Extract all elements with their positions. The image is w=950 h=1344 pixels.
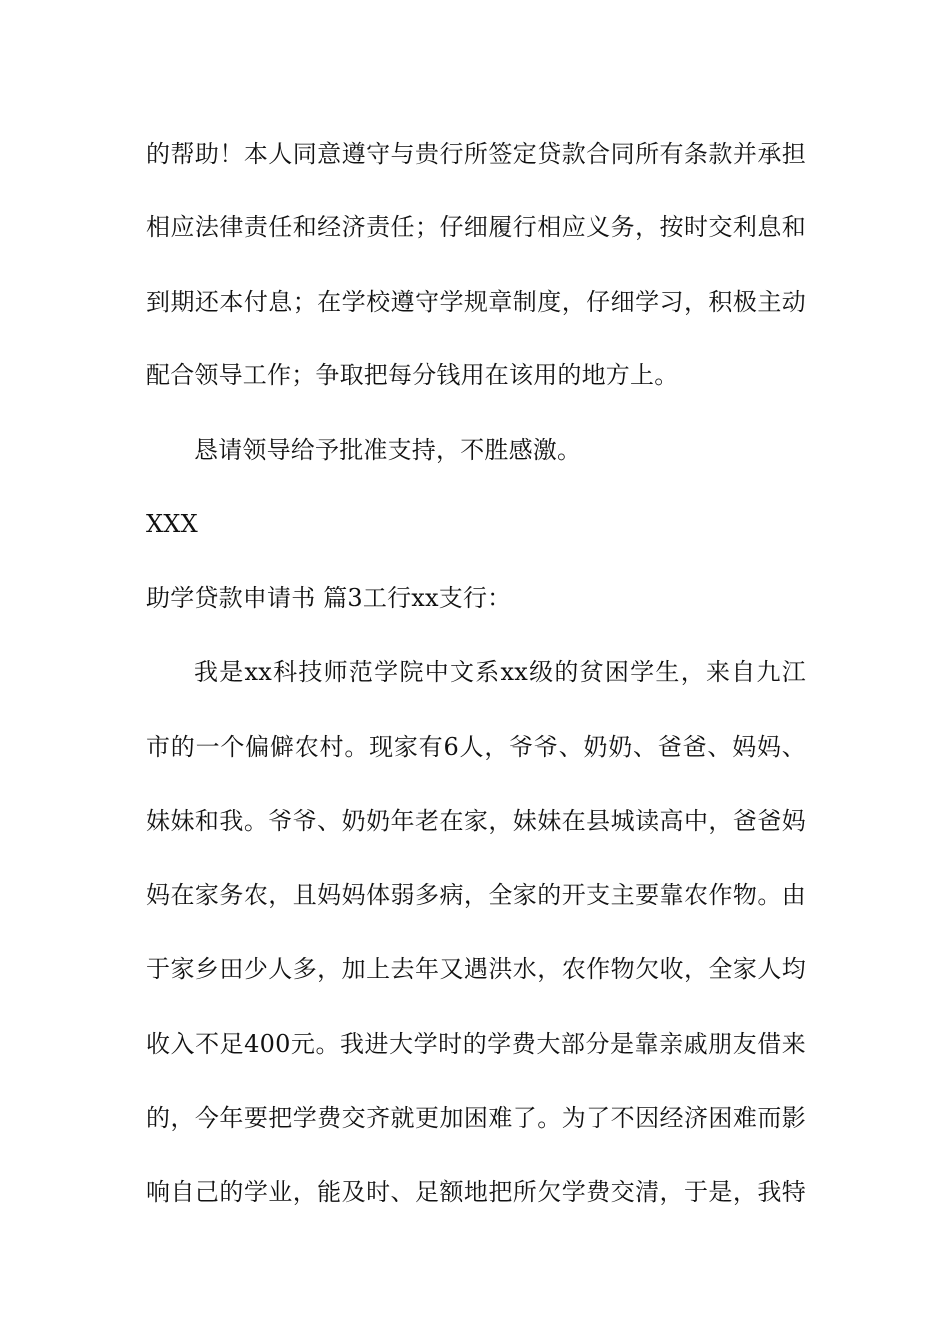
body-line-8: 响自己的学业，能及时、足额地把所欠学费交清，于是，我特	[146, 1178, 806, 1206]
body-line-4: 妈在家务农，且妈妈体弱多病，全家的开支主要靠农作物。由	[146, 881, 806, 909]
paragraph-line-3: 到期还本付息；在学校遵守学规章制度，仔细学习，积极主动	[146, 288, 806, 316]
body-line-3: 妹妹和我。爷爷、奶奶年老在家，妹妹在县城读高中，爸爸妈	[146, 807, 806, 835]
body-line-1: 我是xx科技师范学院中文系xx级的贫困学生，来自九江	[194, 658, 806, 686]
body-line-7: 的，今年要把学费交齐就更加困难了。为了不因经济困难而影	[146, 1104, 806, 1132]
paragraph-line-1: 的帮助！本人同意遵守与贵行所签定贷款合同所有条款并承担	[146, 140, 806, 168]
signature-name: XXX	[146, 510, 198, 538]
body-line-2: 市的一个偏僻农村。现家有6人，爷爷、奶奶、爸爸、妈妈、	[146, 733, 806, 761]
body-line-6: 收入不足400元。我进大学时的学费大部分是靠亲戚朋友借来	[146, 1030, 806, 1058]
request-line: 恳请领导给予批准支持，不胜感激。	[194, 436, 582, 464]
body-line-5: 于家乡田少人多，加上去年又遇洪水，农作物欠收，全家人均	[146, 955, 806, 983]
paragraph-line-4: 配合领导工作；争取把每分钱用在该用的地方上。	[146, 361, 679, 389]
paragraph-line-2: 相应法律责任和经济责任；仔细履行相应义务，按时交利息和	[146, 213, 806, 241]
section-heading: 助学贷款申请书 篇3工行xx支行：	[146, 584, 512, 612]
